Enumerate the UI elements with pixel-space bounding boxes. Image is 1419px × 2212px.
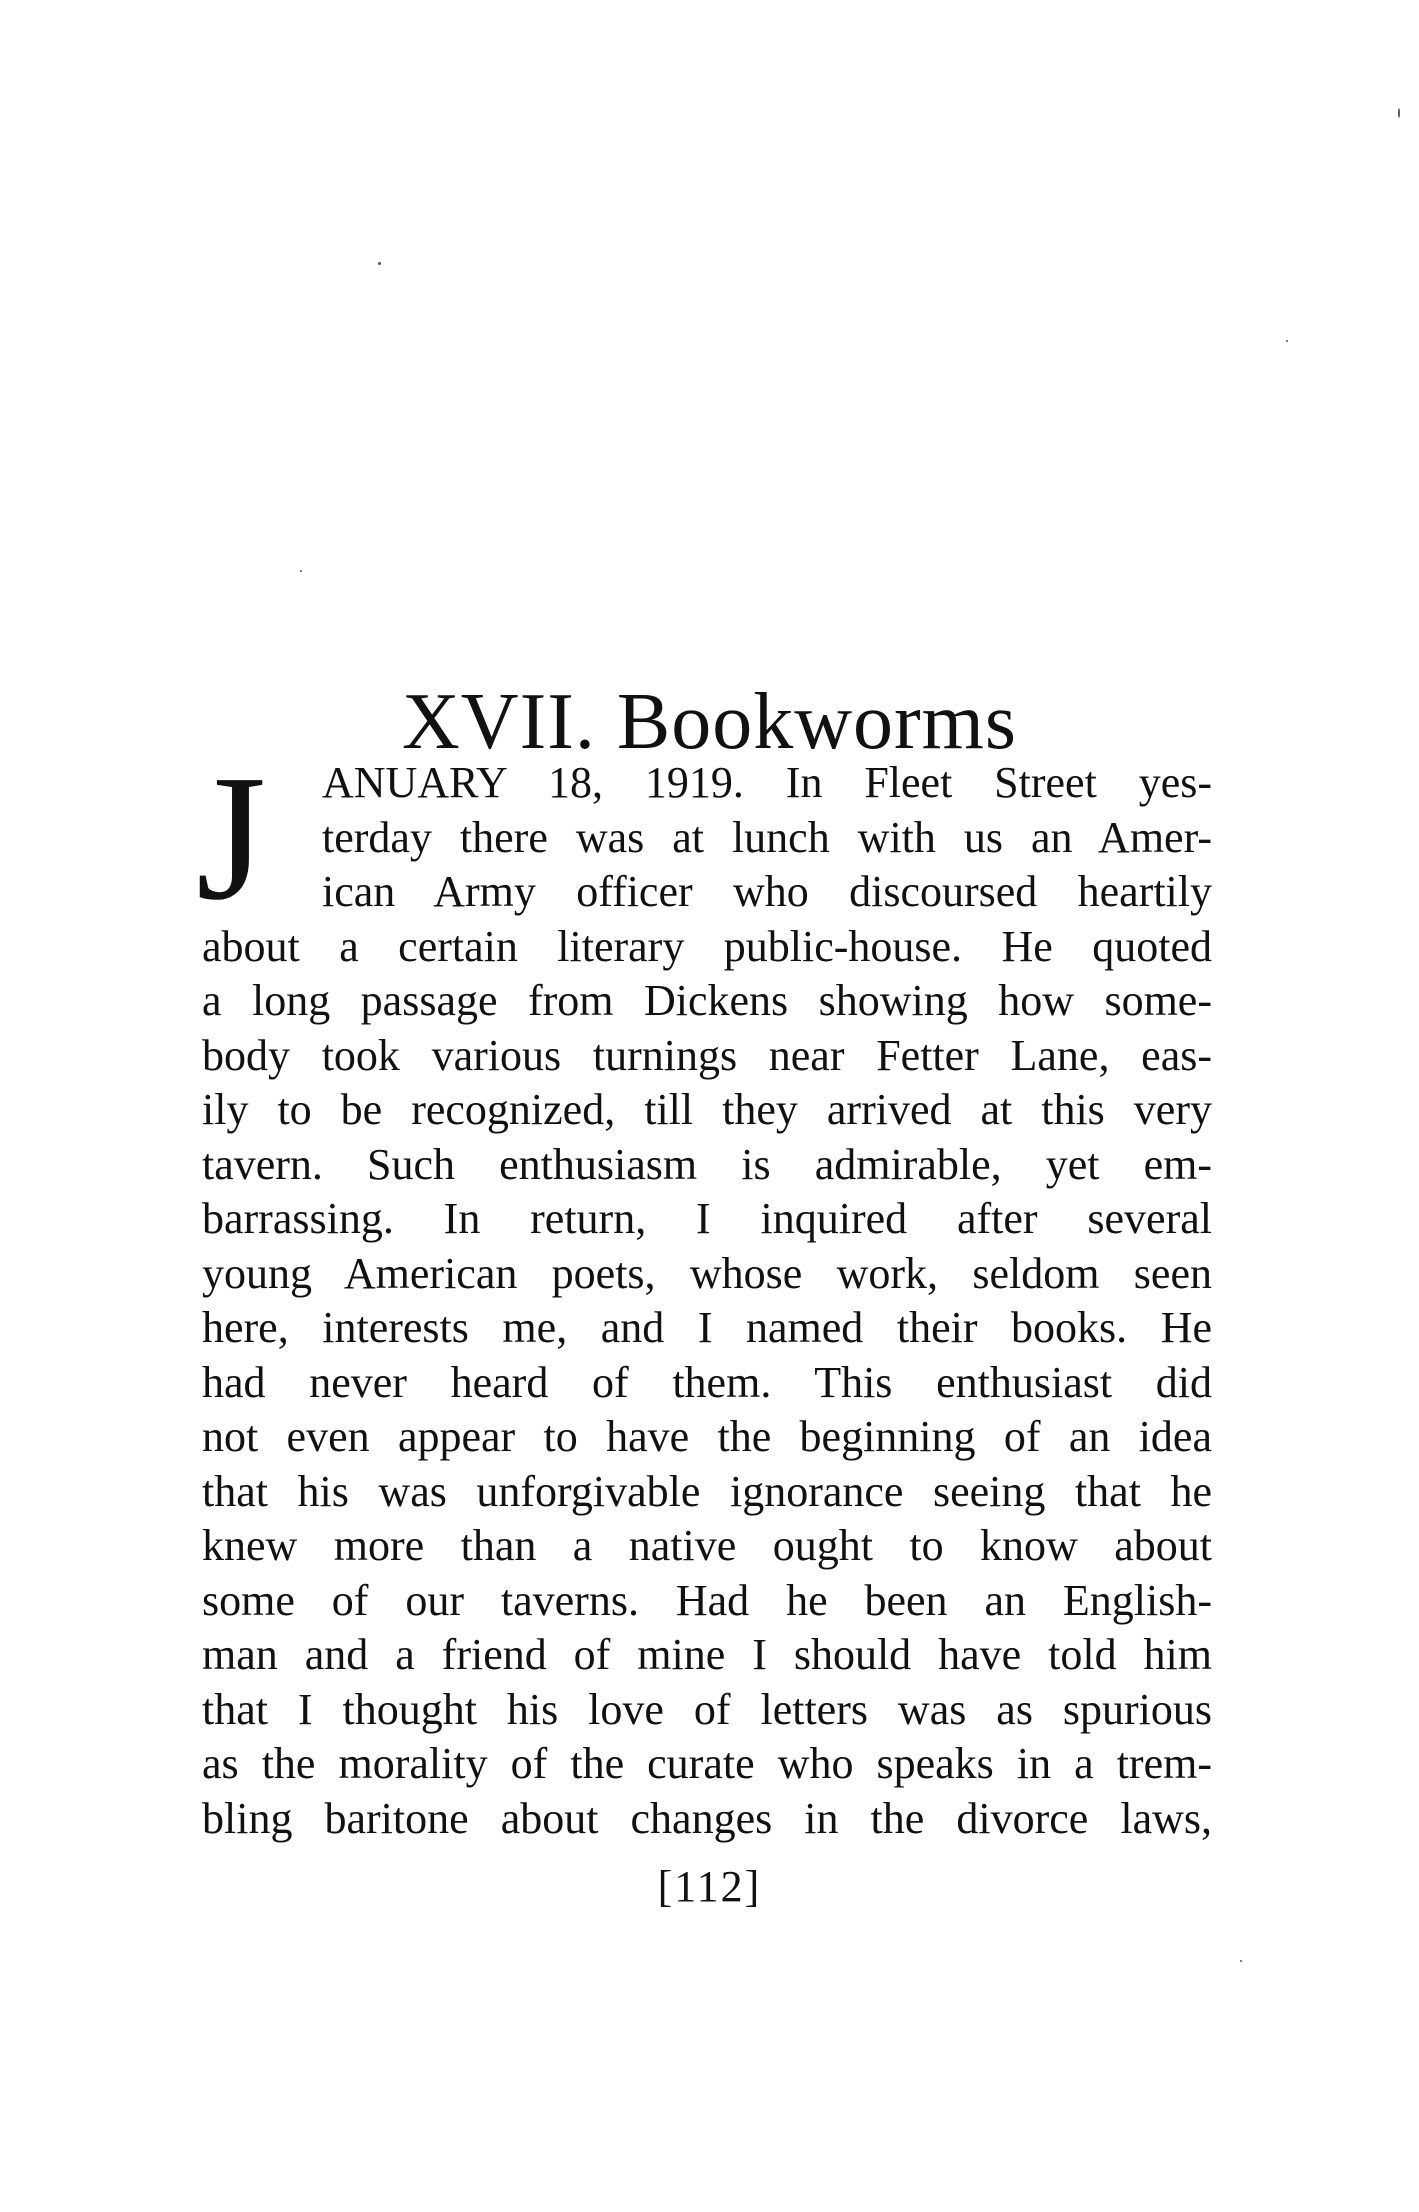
print-speck	[1240, 1960, 1242, 1962]
print-speck	[378, 262, 381, 265]
text-line: ANUARY 18, 1919. In Fleet Street yes-	[322, 758, 1212, 807]
text-line: terday there was at lunch with us an Amer-	[322, 812, 1212, 862]
drop-cap: J	[196, 738, 267, 937]
text-line: ily to be recognized, till they arrived at this very	[202, 1085, 1212, 1134]
text-line: barrassing. In return, I inquired after several	[202, 1194, 1212, 1243]
chapter-title: XVII. Bookworms	[402, 677, 1017, 766]
text-line: bling baritone about changes in the divorce laws,	[202, 1793, 1212, 1843]
text-line: young American poets, whose work, seldom seen	[202, 1248, 1212, 1298]
print-speck	[300, 570, 302, 572]
text-line: that his was unforgivable ignorance seeing that he	[202, 1466, 1212, 1516]
text-line: tavern. Such enthusiasm is admirable, yet em-	[202, 1139, 1212, 1189]
text-line: some of our taverns. Had he been an English-	[202, 1575, 1212, 1625]
print-speck	[1398, 108, 1400, 118]
text-line: body took various turnings near Fetter Lane, eas-	[202, 1030, 1212, 1080]
text-line: here, interests me, and I named their books. He	[202, 1303, 1212, 1352]
text-line: that I thought his love of letters was as spurious	[202, 1684, 1212, 1734]
text-line: knew more than a native ought to know about	[202, 1521, 1212, 1570]
text-line: a long passage from Dickens showing how some-	[202, 976, 1212, 1025]
page-number: [112]	[657, 1862, 762, 1911]
text-line: about a certain literary public-house. He quoted	[202, 921, 1212, 971]
text-line: had never heard of them. This enthusiast did	[202, 1357, 1212, 1407]
text-line: ican Army officer who discoursed heartily	[322, 867, 1212, 916]
text-line: as the morality of the curate who speaks in a trem-	[202, 1739, 1212, 1788]
body-text	[202, 756, 1212, 1846]
print-speck	[1286, 340, 1288, 342]
text-line: man and a friend of mine I should have told him	[202, 1630, 1212, 1679]
text-line: not even appear to have the beginning of an idea	[202, 1412, 1212, 1461]
